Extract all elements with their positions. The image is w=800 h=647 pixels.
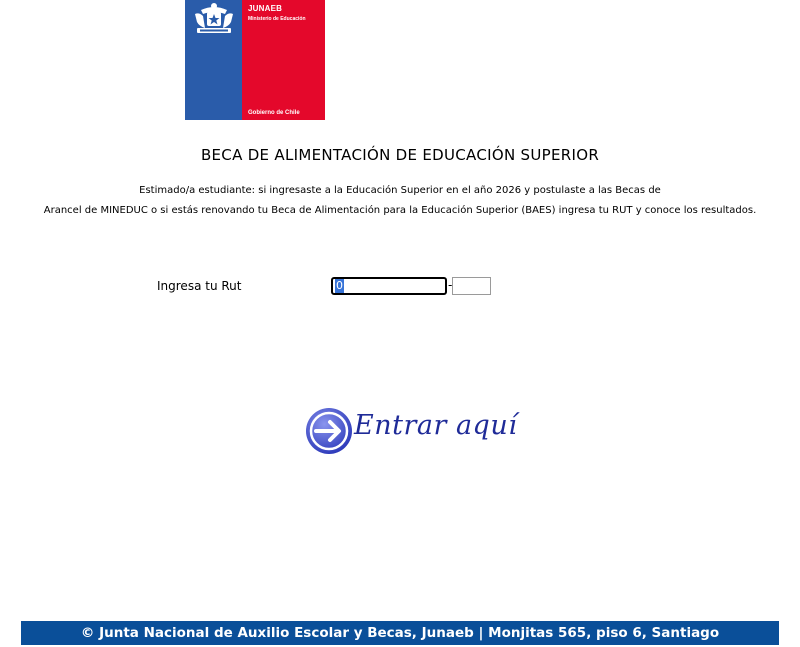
footer-bar: © Junta Nacional de Auxilio Escolar y Becas, Junaeb | Monjitas 565, piso 6, Santiago xyxy=(21,621,779,645)
rut-verifier-input[interactable] xyxy=(452,277,491,295)
chile-coat-of-arms-icon xyxy=(191,0,237,36)
logo-red-band xyxy=(242,0,325,120)
arrow-right-circle-icon xyxy=(304,406,354,456)
rut-input[interactable] xyxy=(331,277,447,295)
logo-footer: Gobierno de Chile xyxy=(248,110,300,116)
rut-input-value: 0 xyxy=(336,279,343,292)
junaeb-logo xyxy=(185,0,325,120)
enter-button[interactable] xyxy=(304,404,518,458)
rut-dash: - xyxy=(448,278,453,292)
enter-button-label: Entrar aquí xyxy=(354,410,518,441)
logo-title: JUNAEB xyxy=(248,4,283,13)
page-title: BECA DE ALIMENTACIÓN DE EDUCACIÓN SUPERIOR xyxy=(200,146,600,164)
logo-subtitle: Ministerio de Educación xyxy=(248,16,306,22)
intro-text: Estimado/a estudiante: si ingresaste a la Educación Superior en el año 2026 y postulaste a las Becas de Arancel de MINEDUC o si estás renovando tu Beca de Alimentación para la Educación Superior (BAES) ingresa tu RUT y conoce los resultados. xyxy=(43,185,757,216)
rut-label: Ingresa tu Rut xyxy=(157,279,242,293)
logo-blue-band xyxy=(185,0,242,120)
